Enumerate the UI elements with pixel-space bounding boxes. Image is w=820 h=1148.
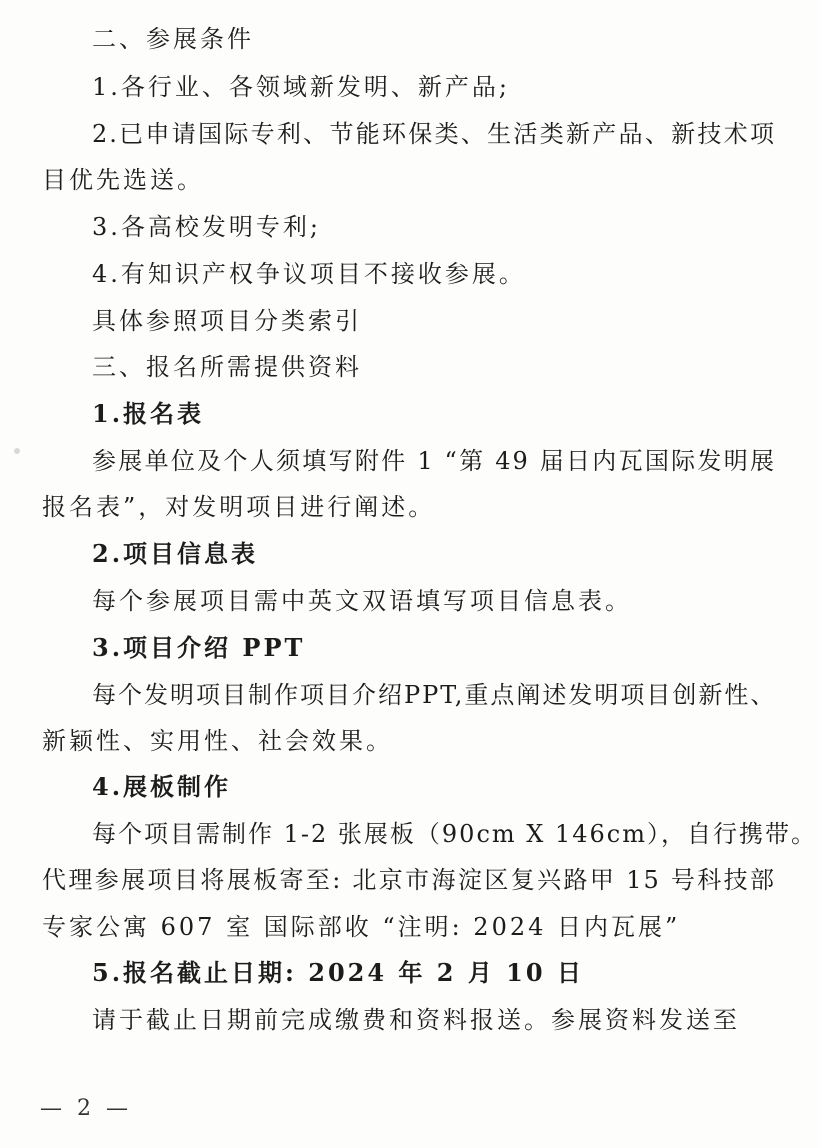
display-board-line-2: 代理参展项目将展板寄至: 北京市海淀区复兴路甲 15 号科技部	[42, 866, 776, 894]
registration-form-line-2: 报名表”，对发明项目进行阐述。	[42, 493, 436, 521]
page-number: — 2 —	[40, 1096, 132, 1121]
section-heading-conditions: 二、参展条件	[92, 25, 254, 53]
condition-note: 具体参照项目分类索引	[92, 307, 362, 335]
subheading-project-ppt: 3.项目介绍 PPT	[92, 633, 306, 662]
project-ppt-line-2: 新颖性、实用性、社会效果。	[42, 727, 393, 755]
project-ppt-line-1: 每个发明项目制作项目介绍PPT,重点阐述发明项目创新性、	[92, 681, 777, 709]
section-heading-materials: 三、报名所需提供资料	[92, 353, 362, 381]
condition-item-2-line-2: 目优先选送。	[42, 166, 204, 194]
subheading-registration-form: 1.报名表	[92, 399, 205, 428]
registration-form-line-1: 参展单位及个人须填写附件 1 “第 49 届日内瓦国际发明展	[92, 447, 776, 475]
condition-item-4: 4.有知识产权争议项目不接收参展。	[92, 260, 526, 288]
condition-item-3: 3.各高校发明专利;	[92, 213, 321, 241]
condition-item-2-line-1: 2.已申请国际专利、节能环保类、生活类新产品、新技术项	[92, 120, 776, 148]
subheading-deadline: 5.报名截止日期: 2024 年 2 月 10 日	[92, 958, 584, 987]
condition-item-1: 1.各行业、各领域新发明、新产品;	[92, 73, 510, 101]
deadline-line-1: 请于截止日期前完成缴费和资料报送。参展资料发送至	[92, 1006, 740, 1034]
subheading-display-board: 4.展板制作	[92, 772, 232, 801]
display-board-line-1: 每个项目需制作 1-2 张展板（90cm X 146cm），自行携带。	[92, 820, 817, 848]
project-info-line-1: 每个参展项目需中英文双语填写项目信息表。	[92, 587, 632, 615]
subheading-project-info: 2.项目信息表	[92, 539, 259, 568]
display-board-line-3: 专家公寓 607 室 国际部收 “注明: 2024 日内瓦展”	[42, 913, 681, 941]
scan-speck	[14, 448, 20, 454]
